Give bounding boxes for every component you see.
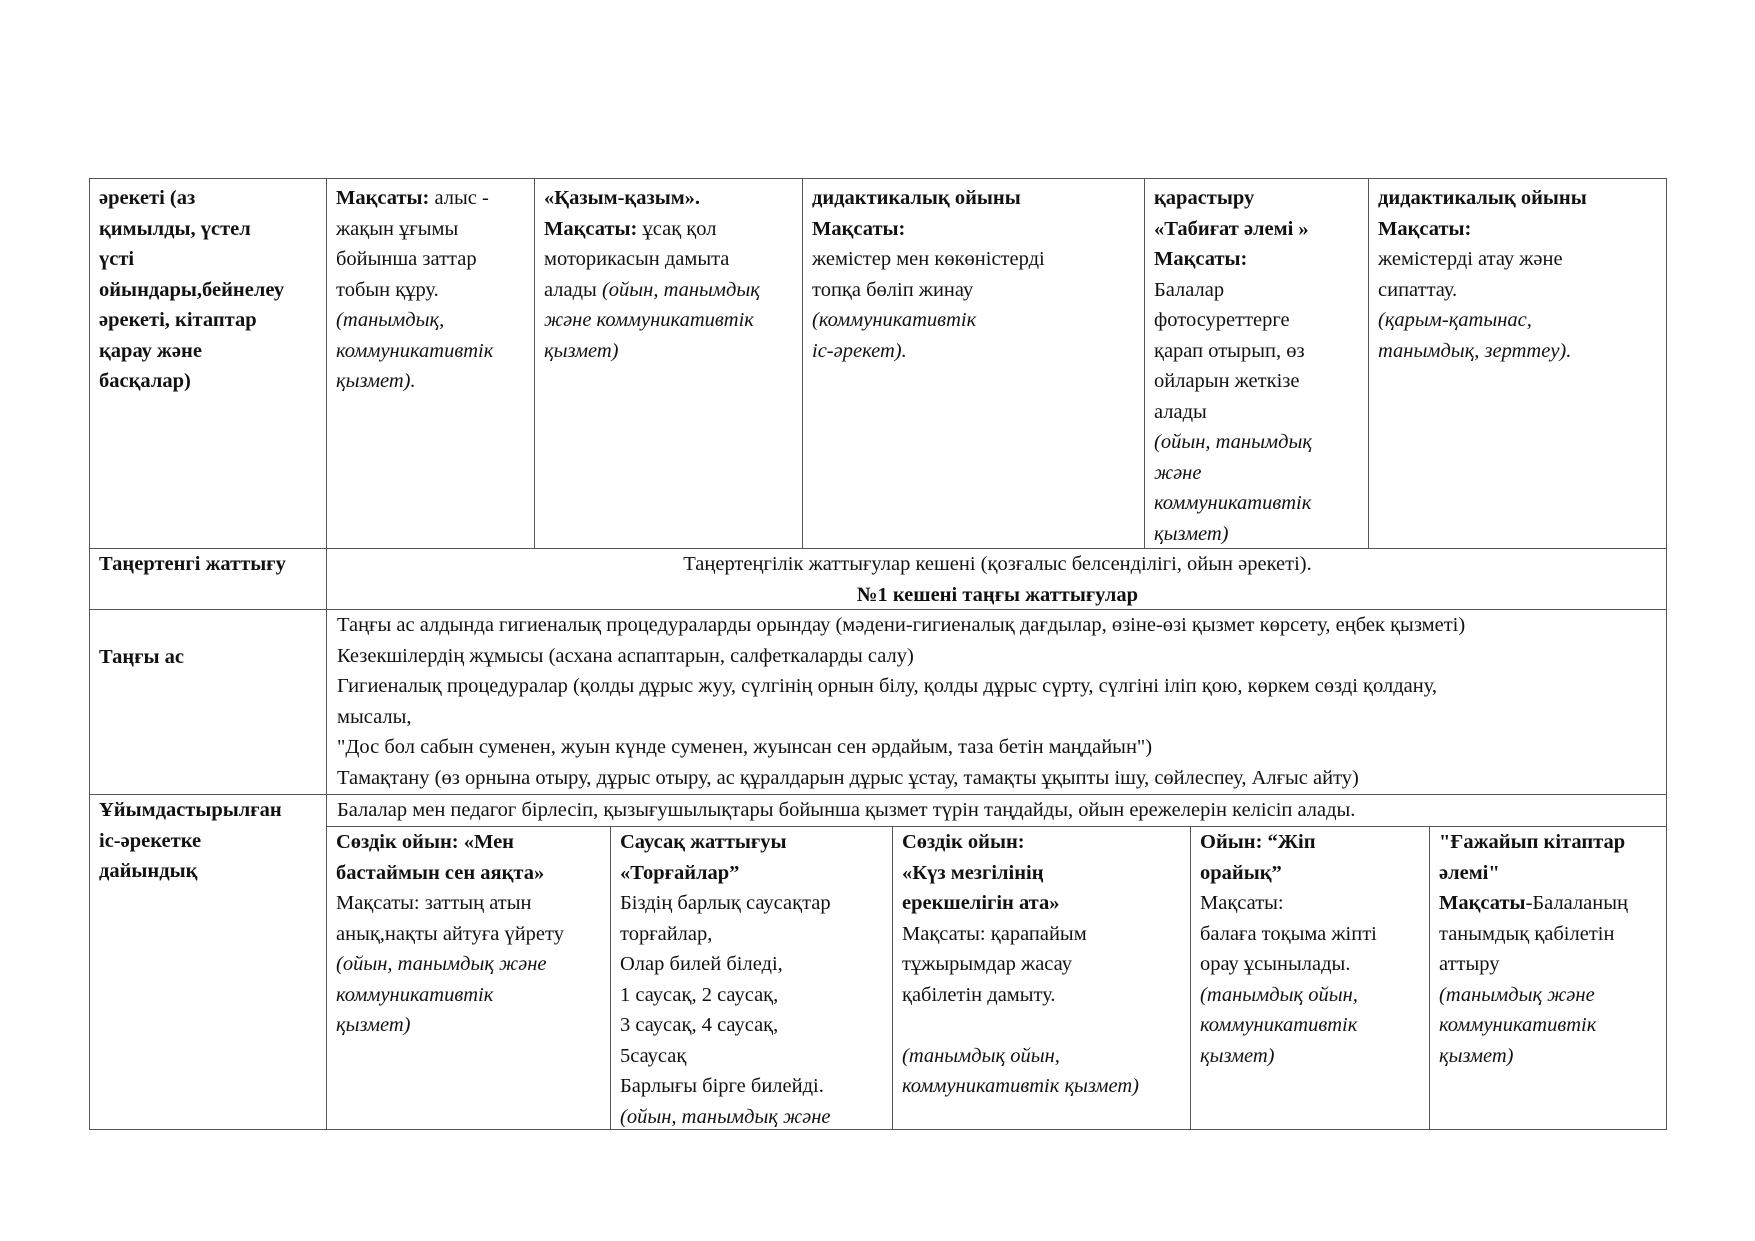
table-row-activities bbox=[89, 178, 1667, 548]
row1-monday-cell: Мақсаты: алыс - жақын ұғымы бойынша заттар тобын құру. (танымдық, коммуникативтік қызмет). bbox=[326, 179, 534, 548]
row4-game4-cell: Ойын: “Жіп орайық” Мақсаты: балаға тоқыма жіпті орау ұсынылады. (танымдық ойын, коммуникативтік қызмет) bbox=[1190, 827, 1429, 1129]
row3-label-cell: Таңғы ас bbox=[99, 646, 185, 668]
row4-subrow bbox=[326, 826, 1666, 1129]
table-row-breakfast bbox=[89, 609, 1667, 794]
row1-friday-cell: дидактикалық ойыны Мақсаты: жемістерді атау және сипаттау. (қарым-қатынас, танымдық, зерттеу). bbox=[1368, 179, 1666, 548]
row4-game2-cell: Саусақ жаттығуы «Торғайлар” Біздің барлық саусақтар торғайлар, Олар билей біледі, 1 саусақ, 2 саусақ, 3 саусақ, 4 саусақ, 5саусақ Барлығы бірге билейді. (ойын, танымдық және bbox=[610, 827, 892, 1129]
row4-top-cell: Балалар мен педагог бірлесіп, қызығушылықтары бойынша қызмет түрін таңдайды, ойын ережелерін келісіп алады. bbox=[326, 795, 1666, 826]
row1-label-cell: әрекеті (аз қимылды, үстел үсті ойындары,бейнелеу әрекеті, кітаптар қарау және басқалар) bbox=[99, 187, 285, 392]
row1-thursday-cell: қарастыру «Табиғат әлемі » Мақсаты: Балалар фотосуреттерге қарап отырып, өз ойларын жеткізе алады (ойын, танымдық және коммуникативтік қызмет) bbox=[1144, 179, 1368, 548]
row4-label-cell: Ұйымдастырылған іс-әрекетке дайындық bbox=[99, 799, 282, 882]
row1-tuesday-cell: «Қазым-қазым». Мақсаты: ұсақ қол моторикасын дамыта алады (ойын, танымдық және коммуникативтік қызмет) bbox=[534, 179, 802, 548]
row4-game3-cell: Сөздік ойын: «Күз мезгілінің ерекшелігін ата» Мақсаты: қарапайым тұжырымдар жасау қабілетін дамыту. (танымдық ойын, коммуникативтік қызмет) bbox=[892, 827, 1190, 1129]
row1-wednesday-cell: дидактикалық ойыны Мақсаты: жемістер мен көкөністерді топқа бөліп жинау (коммуникативтік іс-әрекет). bbox=[802, 179, 1144, 548]
row4-game1-cell: Сөздік ойын: «Мен бастаймын сен аяқта» Мақсаты: заттың атын анық,нақты айтуға үйрету (ойын, танымдық және коммуникативтік қызмет) bbox=[336, 831, 564, 1036]
table-row-organized-activity-prep bbox=[89, 794, 1667, 1130]
row3-content-cell: Таңғы ас алдында гигиеналық процедураларды орындау (мәдени-гигиеналық дағдылар, өзіне-өзі қызмет көрсету, еңбек қызметі) Кезекшілердің жұмысы (асхана аспаптарын, салфеткаларды салу) Гигиеналық процедуралар (қолды дұрыс жуу, сүлгінің орнын білу, қолды дұрыс сүрту, сүлгіні іліп қою, көркем сөзді қолдану, мысалы, "Дос бол сабын суменен, жуын күнде суменен, жуынсан сен әрдайым, таза бетін маңдайын") Тамақтану (өз орнына отыру, дұрыс отыру, ас құралдарын дұрыс ұстау, тамақты ұқыпты ішу, сөйлеспеу, Алғыс айту) bbox=[326, 610, 1666, 794]
table-row-morning-exercise bbox=[89, 548, 1667, 609]
row2-label-cell: Таңертенгі жаттығу bbox=[99, 553, 286, 575]
row4-game5-cell: "Ғажайып кітаптар әлемі" Мақсаты-Балаланың танымдық қабілетін аттыру (танымдық және коммуникативтік қызмет) bbox=[1429, 827, 1666, 1129]
row2-content-cell: Таңертеңгілік жаттығулар кешені (қозғалыс белсенділігі, ойын әрекеті). №1 кешені таңғы жаттығулар bbox=[326, 549, 1666, 609]
